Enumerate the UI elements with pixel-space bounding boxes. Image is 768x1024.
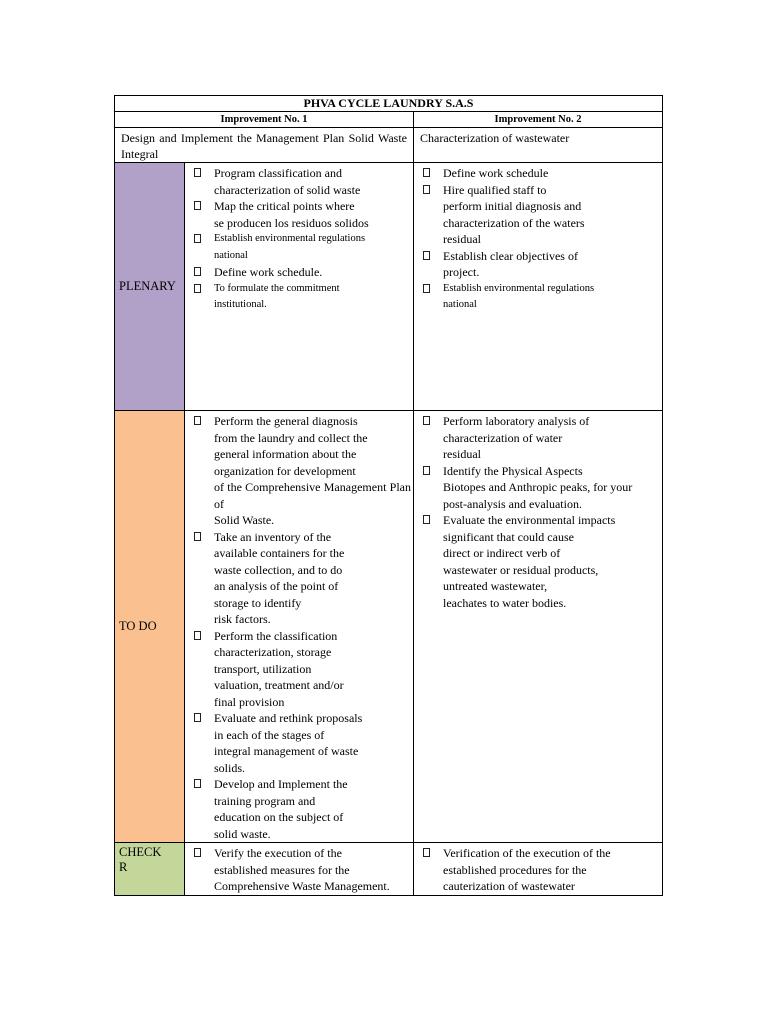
checkbox-bullet-icon [423, 284, 430, 293]
plan-improvement-2-cell [414, 163, 663, 411]
phase-check-label [115, 843, 185, 896]
checkbox-bullet-icon [423, 466, 430, 475]
list-item: Define work schedule. [185, 264, 411, 281]
plan-improvement-1-cell [185, 163, 414, 411]
checkbox-bullet-icon [194, 267, 201, 276]
phva-table [114, 95, 663, 896]
list-item: Establish environmental regulations national [414, 281, 660, 314]
list-item: To formulate the commitment institutional. [185, 281, 411, 314]
do-improvement-2-cell [414, 411, 663, 843]
checkbox-bullet-icon [423, 515, 430, 524]
checkbox-bullet-icon [194, 201, 201, 210]
list-item: Take an inventory of the available containers for the waste collection, and to do an analysis of the point of storage to identify risk factors. [185, 529, 411, 628]
improvement-2-header: Improvement No. 2 [414, 112, 663, 128]
checkbox-bullet-icon [423, 848, 430, 857]
plan-improvement-1-list [185, 163, 413, 314]
checkbox-bullet-icon [194, 416, 201, 425]
list-item: Map the critical points where se producen los residuos solidos [185, 198, 411, 231]
list-item: Develop and Implement the training program and education on the subject of solid waste. [185, 776, 411, 842]
checkbox-bullet-icon [423, 168, 430, 177]
list-item: Verification of the execution of the established procedures for the cauterization of wastewater [414, 845, 660, 895]
list-item: Evaluate the environmental impacts significant that could cause direct or indirect verb of wastewater or residual products, untreated wastewater, leachates to water bodies. [414, 512, 660, 611]
do-improvement-2-list [414, 411, 662, 611]
table-title: PHVA CYCLE LAUNDRY S.A.S [115, 96, 663, 112]
list-item: Perform the classification characterization, storage transport, utilization valuation, treatment and/or final provision [185, 628, 411, 711]
phase-check-text: CHECK R [119, 845, 162, 874]
do-improvement-1-list [185, 411, 413, 842]
phase-plan-label: PLENARY [115, 163, 185, 411]
improvement-1-header: Improvement No. 1 [115, 112, 414, 128]
check-improvement-1-list [185, 843, 413, 895]
plan-improvement-2-list [414, 163, 662, 314]
check-improvement-1-cell [185, 843, 414, 896]
checkbox-bullet-icon [194, 234, 201, 243]
list-item: Perform laboratory analysis of characterization of water residual [414, 413, 660, 463]
checkbox-bullet-icon [423, 185, 430, 194]
checkbox-bullet-icon [194, 532, 201, 541]
checkbox-bullet-icon [423, 251, 430, 260]
list-item: Hire qualified staff to perform initial diagnosis and characterization of the waters residual [414, 182, 660, 248]
do-improvement-1-cell [185, 411, 414, 843]
checkbox-bullet-icon [194, 713, 201, 722]
check-improvement-2-cell [414, 843, 663, 896]
improvement-2-goal: Characterization of wastewater [414, 128, 663, 163]
checkbox-bullet-icon [194, 848, 201, 857]
checkbox-bullet-icon [194, 779, 201, 788]
list-item: Program classification and characterization of solid waste [185, 165, 411, 198]
checkbox-bullet-icon [194, 284, 201, 293]
list-item: Perform the general diagnosis from the laundry and collect the general information about the organization for development of the Comprehensive Management Plan of Solid Waste. [185, 413, 411, 529]
list-item: Establish environmental regulations national [185, 231, 411, 264]
checkbox-bullet-icon [194, 168, 201, 177]
checkbox-bullet-icon [423, 416, 430, 425]
phase-do-label: TO DO [115, 411, 185, 843]
list-item: Identify the Physical Aspects Biotopes and Anthropic peaks, for your post-analysis and evaluation. [414, 463, 660, 513]
check-improvement-2-list [414, 843, 662, 895]
list-item: Verify the execution of the established measures for the Comprehensive Waste Management. [185, 845, 411, 895]
checkbox-bullet-icon [194, 631, 201, 640]
improvement-1-goal: Design and Implement the Management Plan Solid Waste Integral [115, 128, 414, 163]
list-item: Evaluate and rethink proposals in each of the stages of integral management of waste solids. [185, 710, 411, 776]
list-item: Define work schedule [414, 165, 660, 182]
list-item: Establish clear objectives of project. [414, 248, 660, 281]
